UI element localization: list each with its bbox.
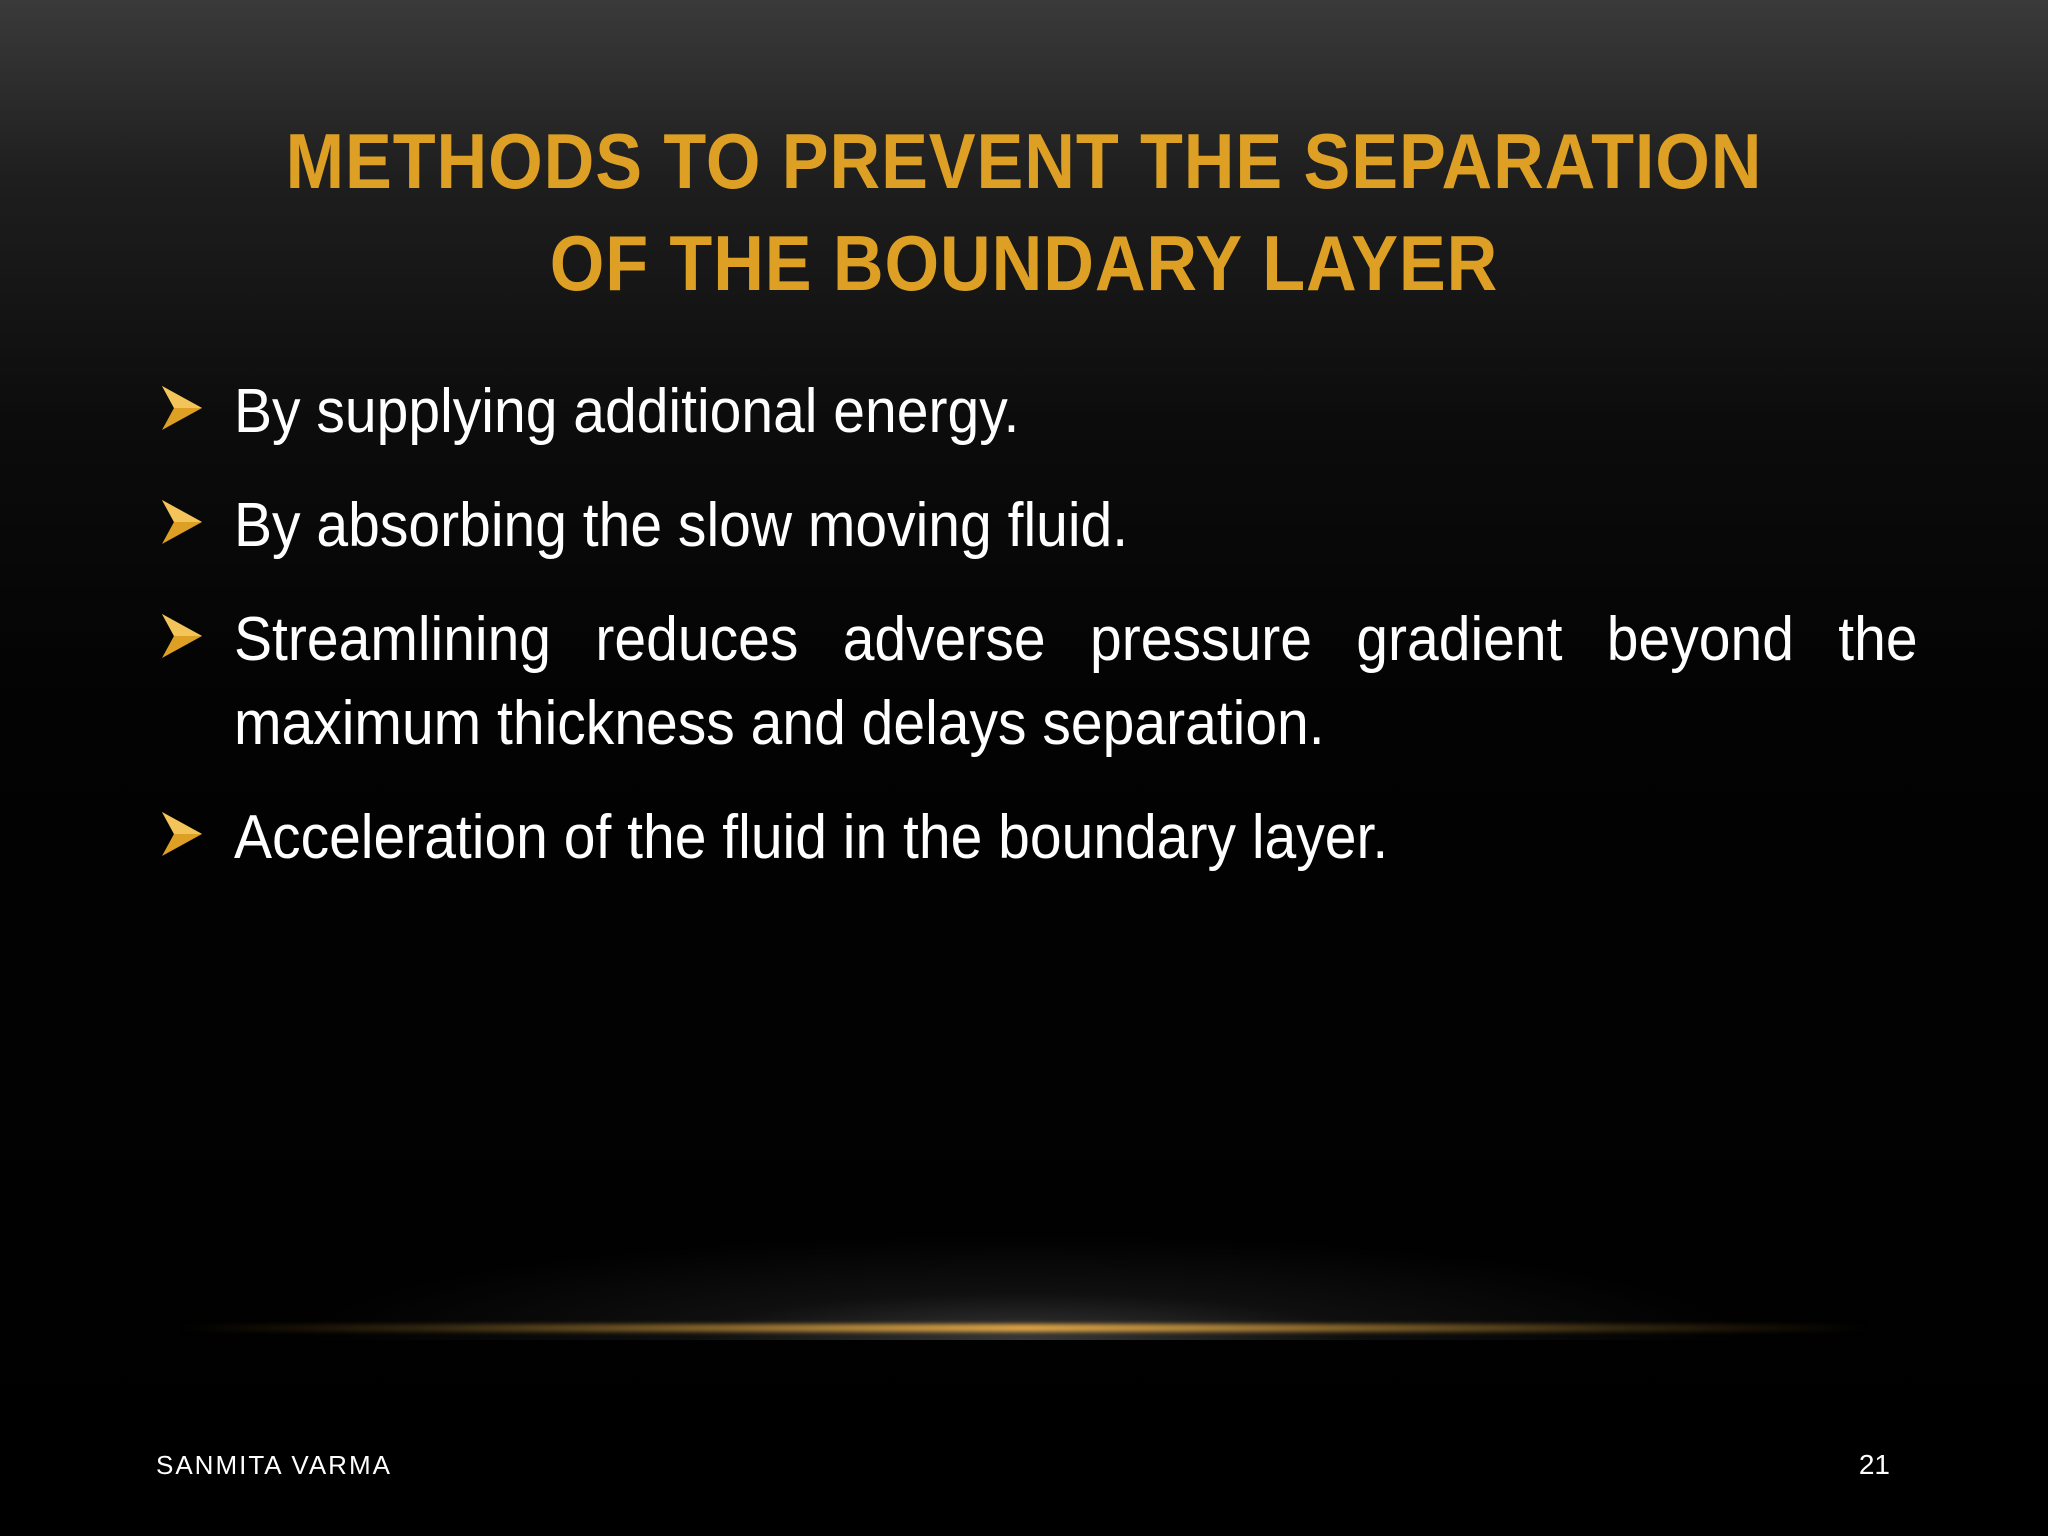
decorative-glow-line [180, 1324, 1868, 1332]
bullet-text: By absorbing the slow moving fluid. [234, 491, 1129, 560]
bullet-text: By supplying additional energy. [234, 377, 1020, 446]
bullet-item [160, 370, 1924, 454]
arrow-bullet-icon [160, 810, 204, 858]
bullet-item [160, 598, 1924, 766]
arrow-bullet-icon [160, 612, 204, 660]
bullet-item [160, 484, 1924, 568]
arrow-bullet-icon [160, 384, 204, 432]
bullet-item [160, 796, 1924, 880]
slide-title: METHODS TO PREVENT THE SEPARATION OF THE BOUNDARY LAYER [285, 117, 1763, 307]
background-glow [300, 1150, 1748, 1340]
arrow-bullet-icon [160, 498, 204, 546]
bullet-text: Streamlining reduces adverse pressure gradient beyond the maximum thickness and delays separation. [234, 605, 1918, 758]
bullet-text: Acceleration of the fluid in the boundary layer. [234, 803, 1389, 872]
bullet-list [160, 370, 1924, 910]
footer-author: SANMITA VARMA [156, 1450, 392, 1480]
page-number: 21 [1858, 1449, 1890, 1480]
